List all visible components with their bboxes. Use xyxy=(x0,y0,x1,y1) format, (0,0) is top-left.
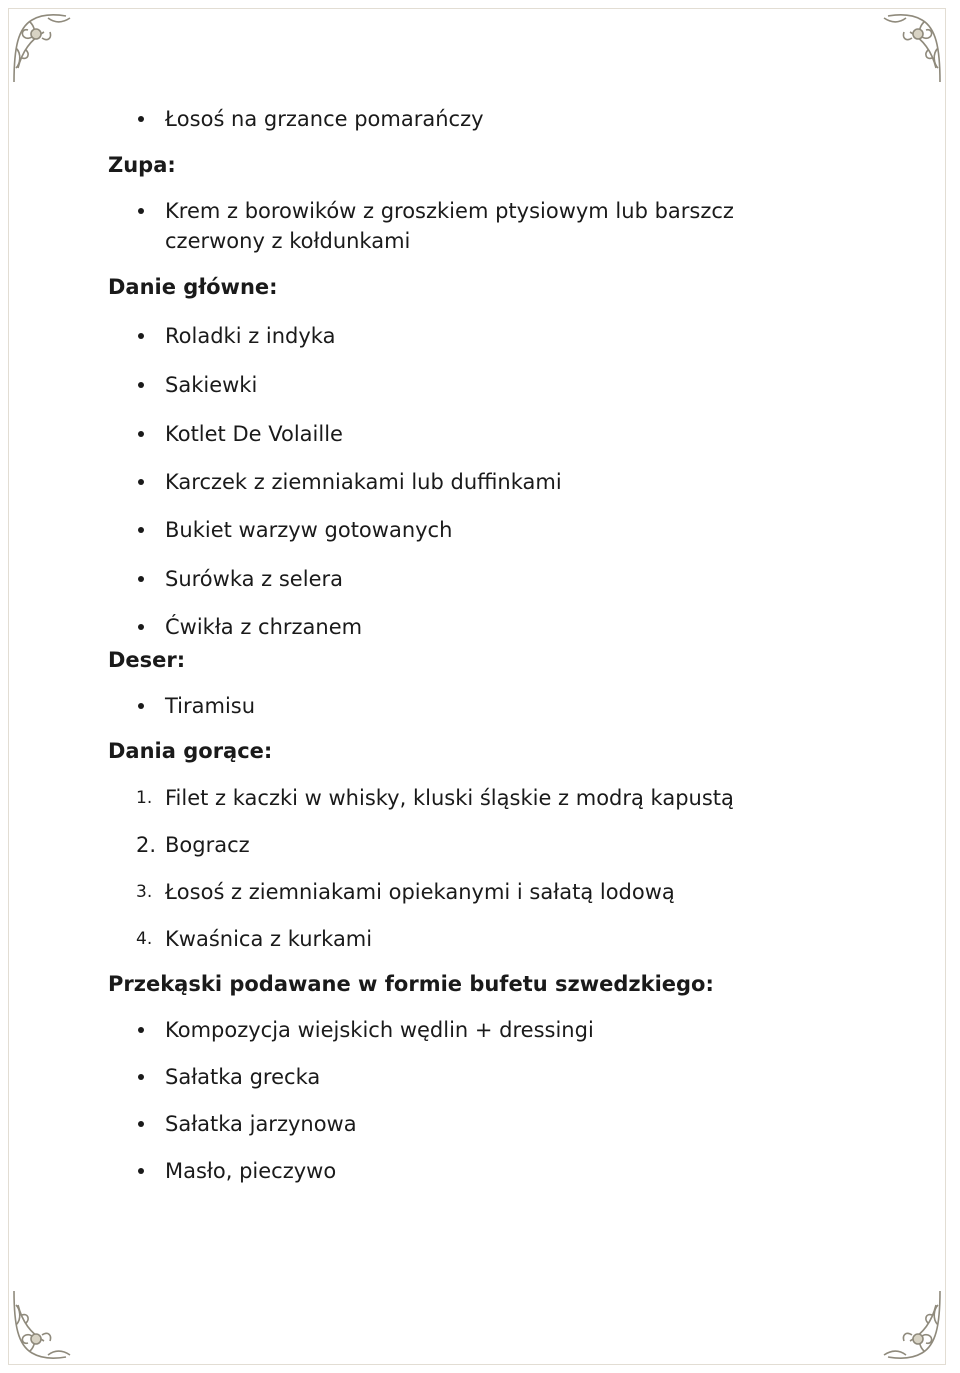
list-item-text: Krem z borowików z groszkiem ptysiowym lub barszcz xyxy=(165,199,734,223)
hot-list xyxy=(108,783,868,954)
list-item xyxy=(108,830,868,860)
list-item: Sakiewki xyxy=(108,370,868,400)
list-item: Ćwikła z chrzanem xyxy=(108,612,868,642)
list-item: Masło, pieczywo xyxy=(108,1156,868,1186)
list-item: Bukiet warzyw gotowanych xyxy=(108,515,868,545)
dessert-list xyxy=(108,691,868,721)
list-item: Łosoś na grzance pomarańczy xyxy=(108,104,868,134)
section-heading-soup: Zupa: xyxy=(108,153,176,177)
section-heading-hot: Dania gorące: xyxy=(108,739,273,763)
intro-list xyxy=(108,104,868,134)
main-list xyxy=(108,321,868,642)
list-item xyxy=(108,783,868,813)
section-heading-dessert: Deser: xyxy=(108,648,186,672)
list-item-text: Filet z kaczki w whisky, kluski śląskie z modrą kapustą xyxy=(165,786,734,810)
list-item-text: Kwaśnica z kurkami xyxy=(165,927,373,951)
list-number: 2. xyxy=(136,833,157,857)
list-number: 3. xyxy=(136,882,153,902)
list-item: Tiramisu xyxy=(108,691,868,721)
list-item: Kompozycja wiejskich wędlin + dressingi xyxy=(108,1015,868,1045)
list-item-text: Łosoś z ziemniakami opiekanymi i sałatą lodową xyxy=(165,880,675,904)
soup-list xyxy=(108,196,868,256)
list-item xyxy=(108,877,868,907)
list-item-text: czerwony z kołdunkami xyxy=(165,229,411,253)
list-item-text: Bogracz xyxy=(165,833,250,857)
buffet-list xyxy=(108,1015,868,1186)
section-heading-main: Danie główne: xyxy=(108,275,278,299)
list-number: 4. xyxy=(136,929,153,949)
menu-content xyxy=(108,104,868,1186)
list-number: 1. xyxy=(136,788,153,808)
list-item: Sałatka jarzynowa xyxy=(108,1109,868,1139)
list-item: Roladki z indyka xyxy=(108,321,868,351)
list-item xyxy=(108,924,868,954)
list-item: Kotlet De Volaille xyxy=(108,419,868,449)
ornament-corner-icon xyxy=(866,1285,946,1365)
ornament-corner-icon xyxy=(8,1285,88,1365)
ornament-corner-icon xyxy=(8,8,88,88)
list-item: Sałatka grecka xyxy=(108,1062,868,1092)
list-item: Surówka z selera xyxy=(108,564,868,594)
section-heading-buffet: Przekąski podawane w formie bufetu szwedzkiego: xyxy=(108,972,714,996)
list-item xyxy=(108,196,868,256)
list-item: Karczek z ziemniakami lub duffinkami xyxy=(108,467,868,497)
ornament-corner-icon xyxy=(866,8,946,88)
